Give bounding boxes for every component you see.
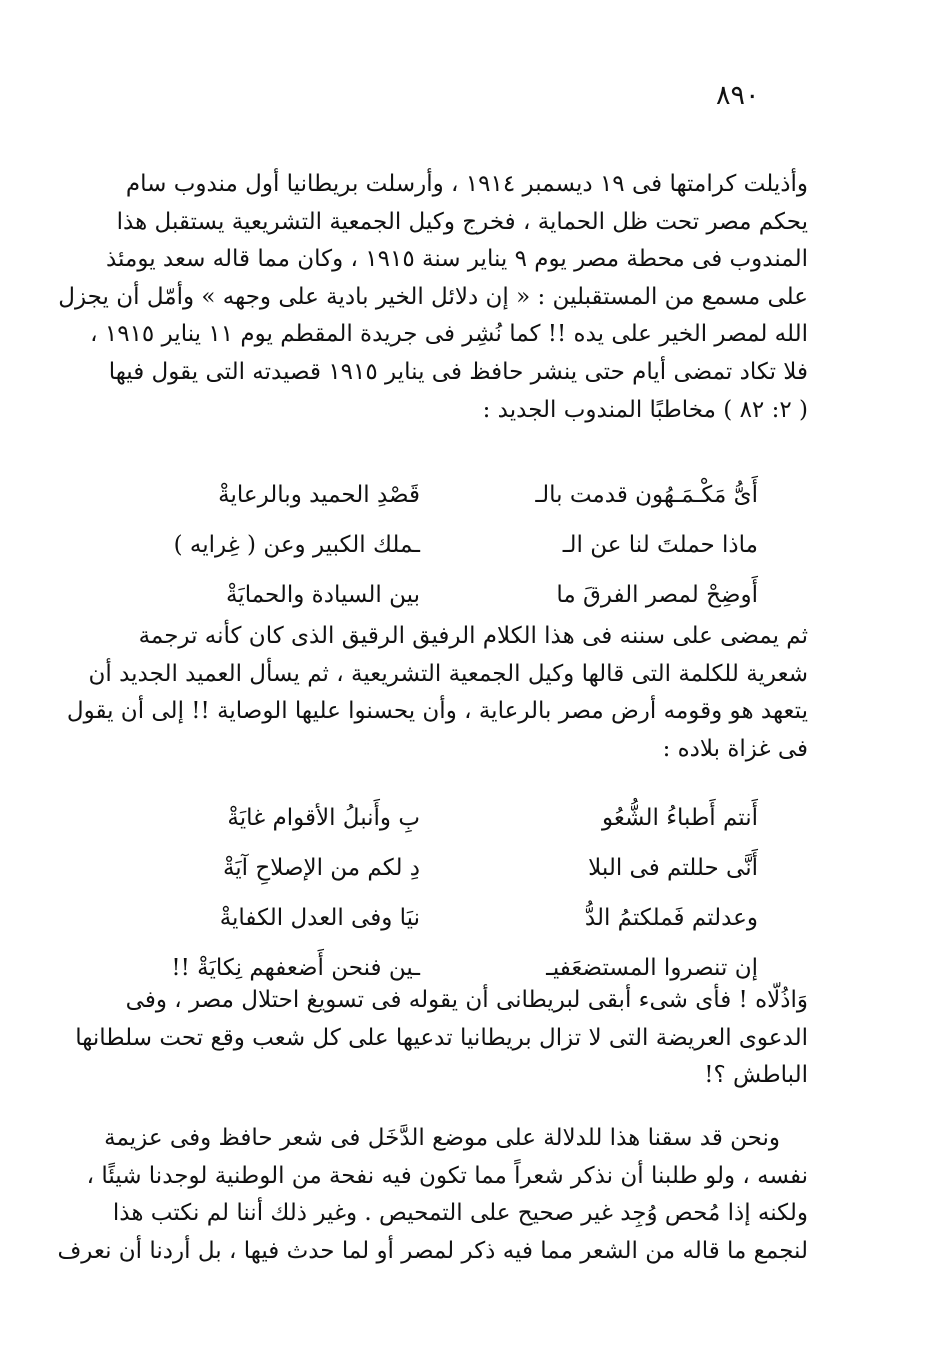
text-line: وَاذُلّاه ! فأى شىء أبقى لبريطانى أن يقوله فى تسويغ احتلال مصر ، وفى [125,987,808,1013]
paragraph-lament [75,982,808,1095]
paragraph-conclusion [57,1120,808,1270]
verse-second-hemistich: بِ وأَنبلُ الأقوام غايَةْ [227,805,420,831]
text-line: يتعهد هو وقومه أرض مصر بالرعاية ، وأن يحسنوا عليها الوصاية !! إلى أن يقول [66,698,808,725]
text-line: نفسه ، ولو طلبنا أن نذكر شعراً مما تكون فيه نفحة من الوطنية لوجدنا شيئًا ، [86,1162,808,1189]
paragraph-commentary [66,618,808,768]
verse-second-hemistich: بين السيادة والحمايَةْ [225,582,420,608]
poem-stanza-new-commissioner [100,472,808,622]
text-line: وأذيلت كرامتها فى ١٩ ديسمبر ١٩١٤ ، وأرسلت بريطانيا أول مندوب سام [125,171,808,197]
poem-stanza-invaders [100,795,808,995]
text-line: ولكنه إذا مُحص وُجِد غير صحيح على التمحيص . وغير ذلك أننا لم نكتب هذا [112,1200,808,1227]
verse-first-hemistich: أَنتم أَطباءُ الشُّعُو [601,805,758,831]
verse-line [100,572,808,622]
text-line: على مسمع من المستقبلين : « إن دلائل الخير بادية على وجهه » وأمّل أن يجزل [58,283,808,310]
text-line: لنجمع ما قاله من الشعر مما فيه ذكر لمصر أو لما حدث فيها ، بل أردنا أن نعرف [57,1237,808,1264]
verse-first-hemistich: أَىُّ مَكْـمَـهُون قدمت بالـ [535,482,758,508]
verse-first-hemistich: وعدلتم فَملكتمُ الدُّ [584,905,758,931]
text-line: الله لمصر الخير على يده !! كما نُشِر فى جريدة المقطم يوم ١١ يناير ١٩١٥ ، [90,321,808,348]
text-line: ( ٢: ٨٢ ) مخاطبًا المندوب الجديد : [482,396,808,423]
verse-second-hemistich: ـملك الكبير وعن ( غِرايه ) [173,532,420,558]
text-line: فلا تكاد تمضى أيام حتى ينشر حافظ فى يناير ١٩١٥ قصيدته التى يقول فيها [108,358,808,385]
verse-first-hemistich: ماذا حملتَ لنا عن الـ [562,532,758,558]
verse-first-hemistich: أَوضِحْ لمصر الفرقَ ما [556,582,758,608]
verse-first-hemistich: إن تنصروا المستضعَفيـ [546,955,758,981]
text-line: المندوب فى محطة مصر يوم ٩ يناير سنة ١٩١٥ ، وكان مما قاله سعد يومئذ [105,246,808,273]
text-line: الدعوى العريضة التى لا تزال بريطانيا تدعيها على كل شعب وقع تحت سلطانها [75,1024,808,1051]
verse-line [100,895,808,945]
text-line: يحكم مصر تحت ظل الحماية ، فخرج وكيل الجمعية التشريعية يستقبل هذا [116,208,808,235]
verse-second-hemistich: نيَا وفى العدل الكفايةْ [219,905,420,931]
verse-first-hemistich: أَنَّى حللتم فى البلا [588,855,758,881]
verse-second-hemistich: قَصْدِ الحميد وبالرعايةْ [218,482,420,508]
verse-line [100,795,808,845]
text-line: ثم يمضى على سننه فى هذا الكلام الرفيق الرقيق الذى كان كأنه ترجمة [138,623,808,649]
text-line: الباطش ؟! [704,1062,808,1089]
page-number: ٨٩٠ [716,80,760,111]
verse-second-hemistich: دِ لكم من الإصلاحِ آيَةْ [222,855,420,881]
verse-line [100,522,808,572]
text-line: فى غزاة بلاده : [662,735,808,762]
text-line: ونحن قد سقنا هذا للدلالة على موضع الدَّخَل فى شعر حافظ وفى عزيمة [104,1125,780,1151]
paragraph-sa-ad-reception [58,166,808,429]
verse-second-hemistich: ـين فنحن أَضعفهم نِكايَةْ !! [171,955,420,981]
text-line: شعرية للكلمة التى قالها وكيل الجمعية التشريعية ، ثم يسأل العميد الجديد أن [88,660,808,687]
verse-line [100,845,808,895]
verse-line [100,472,808,522]
